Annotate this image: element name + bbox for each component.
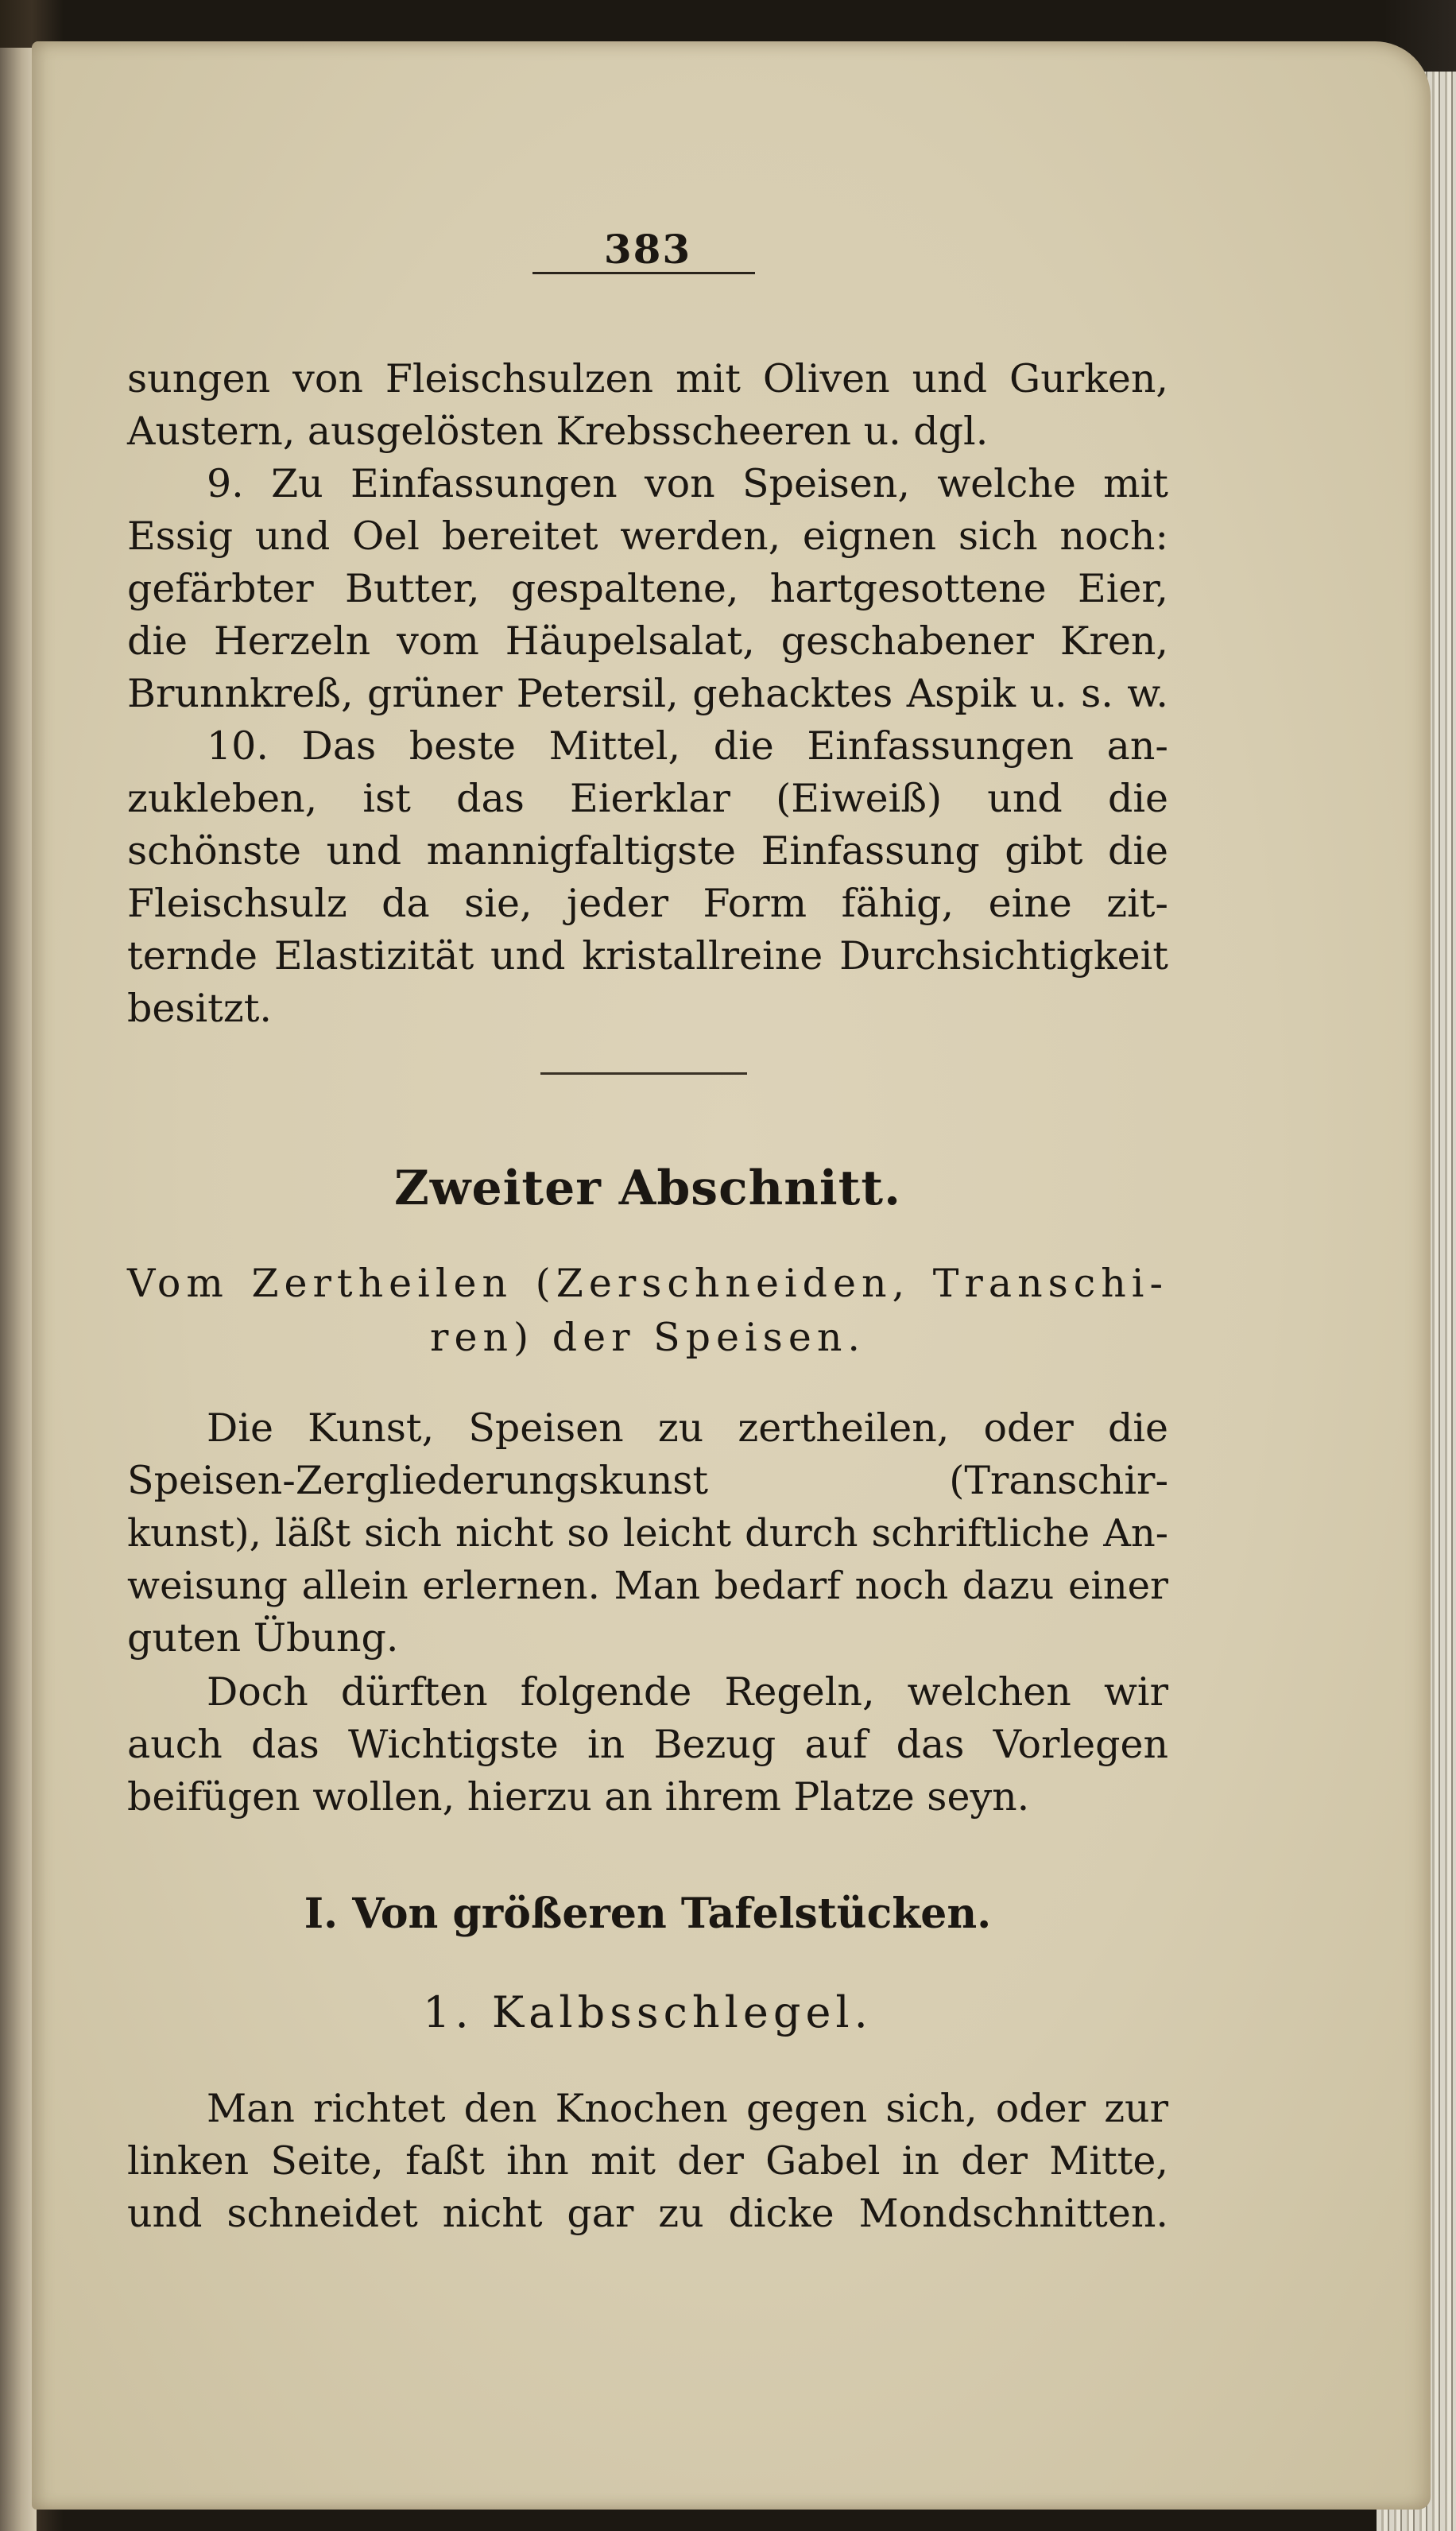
text-line: Austern, ausgelösten Krebsscheeren u. dgl. [127, 409, 989, 454]
text-line: 9. Zu Einfassungen von Speisen, welche mit [207, 461, 1168, 506]
section-subtitle-line: Vom Zertheilen (Zerschneiden, Transchi- [127, 1261, 1168, 1306]
section-separator-rule [540, 1072, 747, 1075]
header-rule [532, 272, 755, 274]
text-line: besitzt. [127, 986, 272, 1031]
text-line: weisung allein erlernen. Man bedarf noch dazu einer [127, 1564, 1168, 1608]
text-line: ternde Elastizität und kristallreine Durchsichtigkeit [127, 933, 1168, 979]
text-line: Speisen-Zergliederungskunst (Transchir- [127, 1458, 1168, 1503]
text-line: linken Seite, faßt ihn mit der Gabel in der Mitte, [127, 2138, 1168, 2184]
text-line: Die Kunst, Speisen zu zertheilen, oder die [207, 1405, 1168, 1451]
text-line: gefärbter Butter, gespaltene, hartgesottene Eier, [127, 566, 1168, 611]
text-line: auch das Wichtigste in Bezug auf das Vorlegen [127, 1722, 1168, 1767]
numbered-heading: 1. Kalbsschlegel. [423, 1987, 873, 2037]
sub-heading: I. Von größeren Tafelstücken. [304, 1890, 992, 1938]
text-line: schönste und mannigfaltigste Einfassung gibt die [127, 828, 1168, 874]
text-line: Brunnkreß, grüner Petersil, gehacktes Aspik u. s. w. [127, 671, 1168, 716]
text-line: Man richtet den Knochen gegen sich, oder zur [207, 2086, 1168, 2131]
text-line: Fleischsulz da sie, jeder Form fähig, eine zit- [127, 881, 1168, 926]
text-line: Essig und Oel bereitet werden, eignen sich noch: [127, 514, 1168, 559]
section-title: Zweiter Abschnitt. [394, 1161, 901, 1216]
text-line: 10. Das beste Mittel, die Einfassungen an- [207, 723, 1168, 769]
page-number: 383 [603, 226, 692, 273]
text-line: kunst), läßt sich nicht so leicht durch schriftliche An- [127, 1511, 1168, 1556]
text-line: beifügen wollen, hierzu an ihrem Platze seyn. [127, 1774, 1030, 1820]
text-line: und schneidet nicht gar zu dicke Mondschnitten. [127, 2191, 1168, 2236]
text-line: die Herzeln vom Häupelsalat, geschabener Kren, [127, 618, 1168, 664]
section-subtitle-line: ren) der Speisen. [430, 1315, 865, 1360]
book-page [32, 41, 1431, 2510]
text-line: zukleben, ist das Eierklar (Eiweiß) und die [127, 776, 1168, 821]
text-line: Doch dürften folgende Regeln, welchen wir [207, 1669, 1168, 1715]
text-line: sungen von Fleischsulzen mit Oliven und Gurken, [127, 356, 1168, 401]
text-line: guten Übung. [127, 1615, 399, 1661]
